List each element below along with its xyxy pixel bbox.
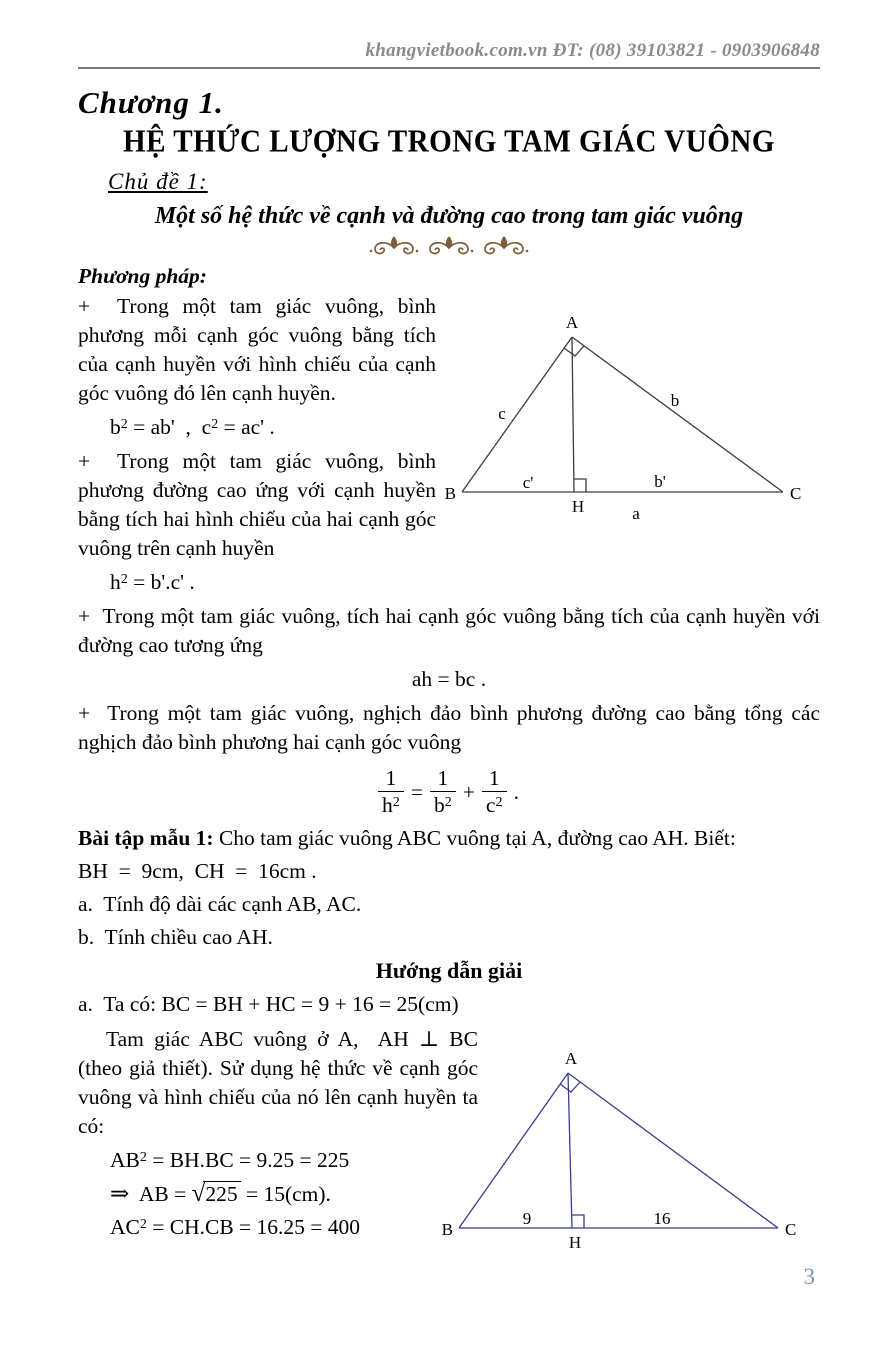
method-point-1: + Trong một tam giác vuông, bình phương mỗi cạnh góc vuông bằng tích của cạnh huyền với hình chiếu của cạnh góc vuông đó lên cạnh huyền. xyxy=(78,294,436,405)
side-label-c: c xyxy=(498,404,506,423)
vertex-label-c: C xyxy=(790,484,802,503)
formula-product: ah = bc . xyxy=(411,667,487,691)
right-angle-mark-h xyxy=(574,479,586,492)
example-title: Bài tập mẫu 1: xyxy=(78,826,214,851)
method-point-2: + Trong một tam giác vuông, bình phương đường cao ứng với cạnh huyền bằng tích hai hình chiếu của hai cạnh góc vuông trên cạnh huyền xyxy=(78,449,436,560)
example-given: BH = 9cm, CH = 16cm . xyxy=(78,859,317,884)
vertex-label-h: H xyxy=(571,497,585,516)
formula-reciprocal: $\frac{1}{h^2}$ = $\frac{1}{b^2}$ + $\frac{1}{c^2}$ . xyxy=(78,767,820,817)
example-statement: Cho tam giác vuông ABC vuông tại A, đường cao AH. Biết: xyxy=(213,826,736,851)
header-divider xyxy=(78,67,820,69)
header-site-info: khangvietbook.com.vn ĐT: (08) 39103821 - 0903906848 xyxy=(365,40,820,61)
example-question-a: a. Tính độ dài các cạnh AB, AC. xyxy=(78,892,362,917)
vertex-label-h: H xyxy=(568,1233,582,1253)
solution-step-a: a. Ta có: BC = BH + HC = 9 + 16 = 25(cm) xyxy=(78,992,459,1017)
page-header xyxy=(78,40,820,62)
segment-label-b-prime: b' xyxy=(654,472,666,491)
side-label-a: a xyxy=(632,504,640,523)
solution-calc-2: ⇒ AB = √225 = 15(cm). xyxy=(110,1180,331,1208)
ornament-icon xyxy=(78,234,820,260)
solution-section xyxy=(78,1025,820,1253)
vertex-label-a: A xyxy=(564,1049,578,1069)
triangle-diagram-1 xyxy=(438,315,818,530)
chapter-title: HỆ THỨC LƯỢNG TRONG TAM GIÁC VUÔNG xyxy=(123,123,775,159)
right-angle-mark-a xyxy=(564,346,584,356)
method-section xyxy=(78,292,820,595)
ornament-flourish-icon xyxy=(367,234,532,260)
vertex-label-b: B xyxy=(444,484,456,503)
page-number: 3 xyxy=(803,1264,815,1289)
topic-label: Chủ đề 1: xyxy=(108,169,208,194)
chapter-label: Chương 1. xyxy=(78,85,224,120)
example-question-b: b. Tính chiều cao AH. xyxy=(78,925,273,950)
vertex-label-c: C xyxy=(785,1220,797,1240)
example-title-line xyxy=(78,823,820,853)
method-heading: Phương pháp: xyxy=(78,264,207,288)
topic-subtitle: Một số hệ thức về cạnh và đường cao trong tam giác vuông xyxy=(154,203,744,229)
method-point-4: + Trong một tam giác vuông, nghịch đảo bình phương đường cao bằng tổng các nghịch đảo bình phương hai cạnh góc vuông xyxy=(78,701,820,754)
solution-heading: Hướng dẫn giải xyxy=(375,958,523,984)
formula-squares: $b^2 = ab'$ , $c^2 = ac'$ . xyxy=(110,415,275,439)
right-angle-mark-h xyxy=(572,1215,584,1228)
formula-height: $h^2 = b'.c'$ . xyxy=(110,570,195,594)
segment-label-hc: 16 xyxy=(653,1209,671,1229)
solution-paragraph: Tam giác ABC vuông ở A, AH ⊥ BC (theo giả thiết). Sử dụng hệ thức về cạnh góc vuông và hình chiếu của nó lên cạnh huyền ta có: xyxy=(78,1027,478,1139)
solution-calc-1: $AB^2 = BH.BC = 9.25 = 225$ xyxy=(110,1148,350,1173)
method-point-3: + Trong một tam giác vuông, tích hai cạnh góc vuông bằng tích của cạnh huyền với đường cao tương ứng xyxy=(78,604,820,657)
vertex-label-b: B xyxy=(441,1220,453,1240)
right-angle-mark-a xyxy=(560,1082,580,1092)
solution-calc-3: $AC^2 = CH.CB = 16.25 = 400$ xyxy=(110,1215,361,1240)
segment-label-c-prime: c' xyxy=(522,473,534,492)
segment-label-bh: 9 xyxy=(522,1209,532,1229)
side-label-b: b xyxy=(670,391,680,410)
vertex-label-a: A xyxy=(565,315,579,332)
solution-step-a-math: BC = BH + HC = 9 + 16 = 25(cm) xyxy=(161,992,459,1017)
triangle-diagram-2 xyxy=(433,1045,813,1260)
